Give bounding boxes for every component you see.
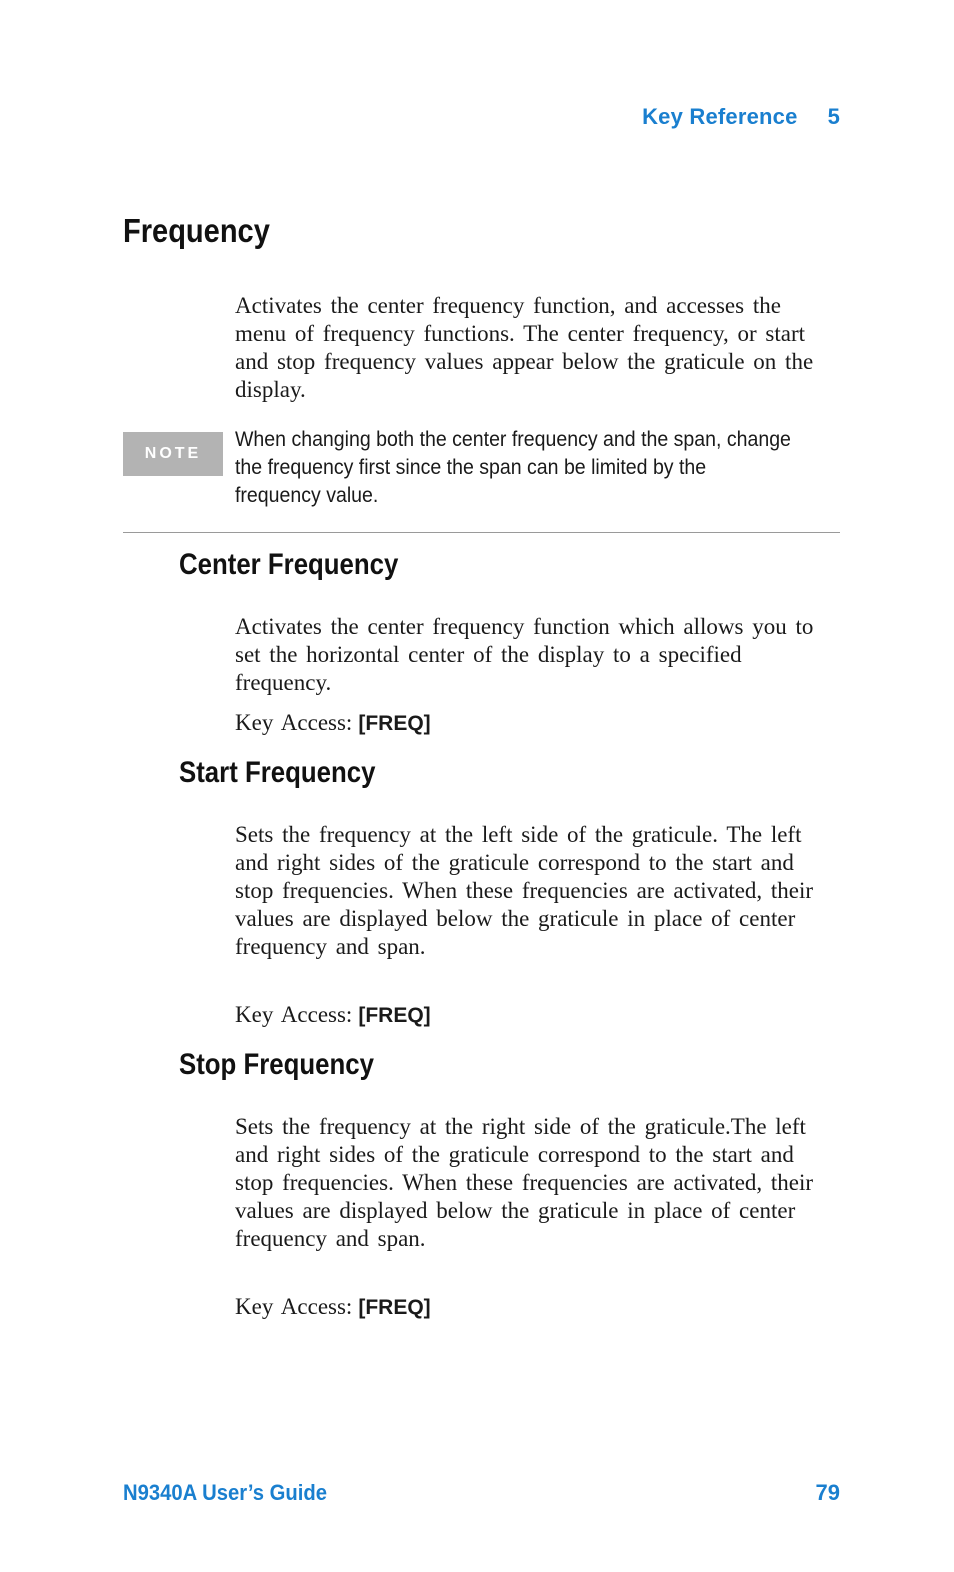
intro-paragraph: Activates the center frequency function, and accesses the menu of frequency functions. The center frequency, or start and stop frequency values appear below the graticule on the display. <box>235 293 814 402</box>
section-divider <box>123 532 840 533</box>
freq-key: [FREQ] <box>358 712 431 735</box>
header-chapter-number: 5 <box>827 104 840 129</box>
key-access-label: Key Access: <box>235 710 353 735</box>
freq-key: [FREQ] <box>358 1004 431 1027</box>
footer-page-number: 79 <box>815 1480 840 1505</box>
key-access-stop-frequency <box>235 1293 431 1322</box>
section-body-stop-frequency: Sets the frequency at the right side of the graticule.The left and right sides of the graticule correspond to the start and stop frequencies. When these frequencies are activated, their values are displayed below the graticule in place of center frequency and span. <box>235 1114 814 1251</box>
section-title-center-frequency: Center Frequency <box>179 548 399 581</box>
page-title: Frequency <box>123 212 270 249</box>
note-badge: NOTE <box>123 432 223 476</box>
section-body-center-frequency: Activates the center frequency function which allows you to set the horizontal center of the display to a specified frequency. <box>235 614 814 695</box>
section-title-stop-frequency: Stop Frequency <box>179 1048 374 1081</box>
running-header <box>642 104 840 130</box>
key-access-start-frequency <box>235 1001 431 1030</box>
note-text: When changing both the center frequency and the span, change the frequency first since the span can be limited by the frequency value. <box>235 428 791 507</box>
key-access-label: Key Access: <box>235 1294 353 1319</box>
section-title-start-frequency: Start Frequency <box>179 756 376 789</box>
section-body-start-frequency: Sets the frequency at the left side of the graticule. The left and right sides of the graticule correspond to the start and stop frequencies. When these frequencies are activated, their values are displayed below the graticule in place of center frequency and span. <box>235 822 814 959</box>
header-section: Key Reference <box>642 104 798 129</box>
footer-guide-title: N9340A User’s Guide <box>123 1480 327 1505</box>
key-access-label: Key Access: <box>235 1002 353 1027</box>
freq-key: [FREQ] <box>358 1296 431 1319</box>
key-access-center-frequency <box>235 709 431 738</box>
